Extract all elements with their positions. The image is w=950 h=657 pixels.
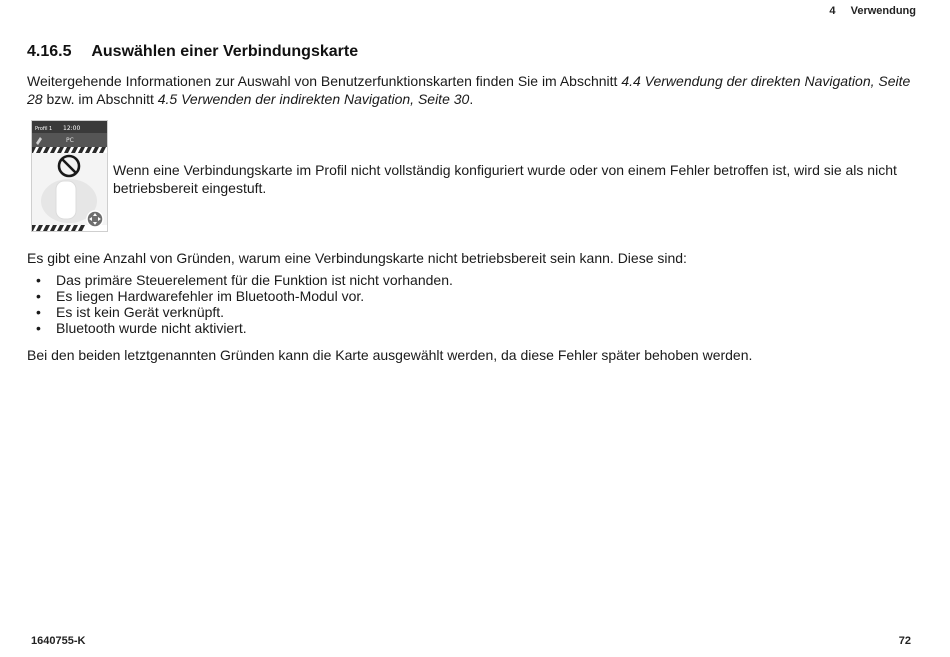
intro-text-1: Weitergehende Informationen zur Auswahl von Benutzerfunktionskarten finden Sie im Abschnitt bbox=[27, 73, 622, 89]
reasons-intro: Es gibt eine Anzahl von Gründen, warum eine Verbindungskarte nicht betriebsbereit sein kann. Diese sind: bbox=[27, 250, 687, 266]
joystick-move-icon bbox=[87, 211, 103, 227]
chapter-number: 4 bbox=[829, 5, 836, 17]
cross-reference-indirect-navigation: 4.5 Verwenden der indirekten Navigation, Seite 30 bbox=[157, 91, 470, 107]
document-id: 1640755-K bbox=[31, 635, 86, 647]
page-number: 72 bbox=[898, 635, 911, 647]
clock-time: 12:00 bbox=[63, 125, 81, 132]
running-header bbox=[829, 5, 916, 17]
list-item: • Es liegen Hardwarefehler im Bluetooth-Modul vor. bbox=[27, 288, 453, 304]
chapter-title: Verwendung bbox=[850, 5, 916, 17]
intro-paragraph bbox=[27, 72, 920, 108]
cross-reference-direct-navigation: 4.4 Verwendung der direkten Navigation, Seite 28 bbox=[27, 73, 911, 107]
profile-label: Profil 1 bbox=[35, 126, 53, 132]
unavailable-card-screen-image bbox=[31, 120, 108, 232]
intro-text-2: bzw. im Abschnitt bbox=[42, 91, 158, 107]
list-item: • Das primäre Steuerelement für die Funktion ist nicht vorhanden. bbox=[27, 272, 453, 288]
list-item: • Es ist kein Gerät verknüpft. bbox=[27, 304, 453, 320]
intro-text-3: . bbox=[469, 91, 474, 107]
closing-paragraph: Bei den beiden letztgenannten Gründen kann die Karte ausgewählt werden, da diese Fehler später behoben werden. bbox=[27, 347, 753, 363]
reasons-list bbox=[27, 272, 453, 336]
section-heading bbox=[27, 43, 358, 61]
not-operational-note: Wenn eine Verbindungskarte im Profil nicht vollständig konfiguriert wurde oder von einem Fehler betroffen ist, wird sie als nicht betriebsbereit eingestuft. bbox=[113, 162, 897, 196]
section-number: 4.16.5 bbox=[27, 43, 72, 60]
card-screen-graphic bbox=[32, 121, 107, 231]
card-label: PC bbox=[66, 137, 74, 144]
section-title: Auswählen einer Verbindungskarte bbox=[91, 43, 359, 60]
list-item: • Bluetooth wurde nicht aktiviert. bbox=[27, 320, 453, 336]
